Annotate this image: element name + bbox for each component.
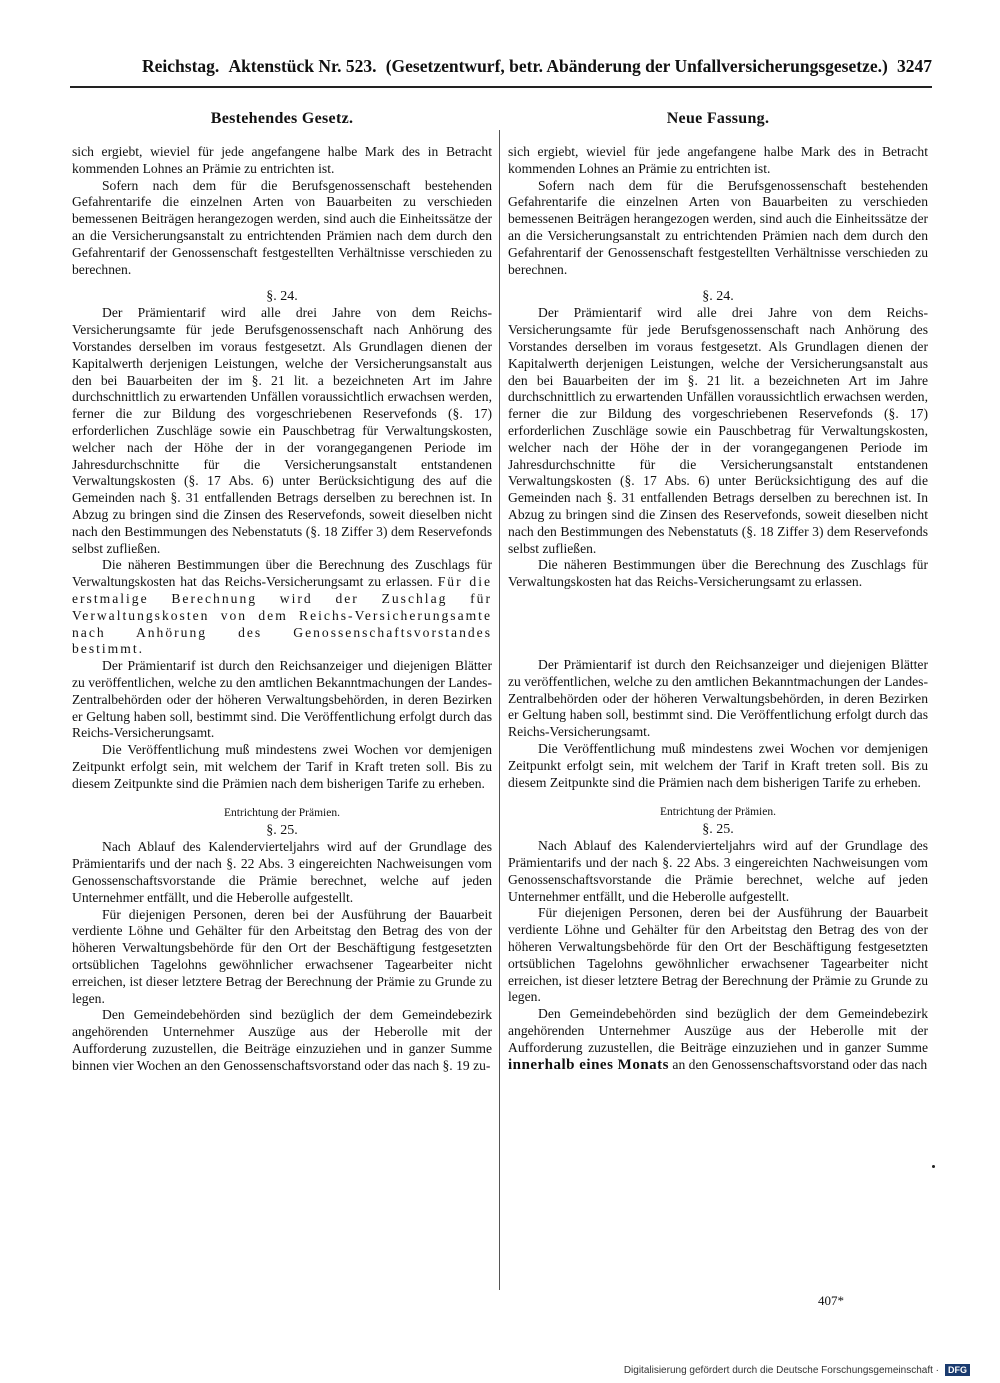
left-paragraph: Der Prämientarif ist durch den Reichsanzeiger und diejenigen Blätter zu veröffentlichen, welche zu den amtlichen Bekanntmachungen der Landes-Zentralbehörden oder der höheren Verwaltungsbehörden, in deren Bezirken er Geltung haben soll, bestimmt sind. Die Veröffentlichung erfolgt durch das Reichs-Versicherungsamt. [72, 658, 492, 741]
right-section-25: §. 25. [702, 822, 734, 838]
right-section-24: §. 24. [702, 289, 734, 305]
header-rule [70, 86, 932, 88]
left-subheading: Entrichtung der Prämien. [224, 807, 340, 820]
left-paragraph: Der Prämientarif wird alle drei Jahre von dem Reichs-Versicherungsamte für jede Berufsgenossenschaft nach Anhörung des Vorstandes derselben im voraus festgesetzt. Als Grundlagen dienen der Kapitalwerth derjenigen Leistungen, welche der Versicherungsanstalt aus den bei Bauarbeiten der im §. 21 lit. a bezeichneten Art im Jahre durchschnittlich zu erwartenden Unfällen voraussichtlich erwachsen werden, ferner die zur Bildung des vorgeschriebenen Reservefonds (§. 17) erforderlichen Zuschläge sowie ein Pauschbetrag für Verwaltungskosten, welcher nach der Höhe der in der vorangegangenen Periode im Jahresdurchschnitte für die Versicherungsanstalt entstandenen Verwaltungskosten (§. 17 Abs. 6) unter Berücksichtigung des auf die Gemeinden nach §. 31 entfallenden Betrags derselben zu berechnen ist. In Abzug zu bringen sind die Zinsen des Reservefonds, soweit dieselben nicht nach den Bestimmungen des Nebenstatuts (§. 18 Ziffer 3) dem Reservefonds selbst zufließen. [72, 305, 492, 556]
left-paragraph [72, 557, 492, 658]
left-section-24: §. 24. [266, 289, 298, 305]
left-paragraph: Für diejenigen Personen, deren bei der Ausführung der Bauarbeit verdiente Löhne und Gehälter für den Arbeitstag den Betrag des von der höheren Verwaltungsbehörde für den Ort der Beschäftigung festgesetzten ortsüblichen Tagelohns gewöhnlicher erwachsener Tagearbeiter nicht erreichen, ist dieser letztere Betrag der Berechnung der Prämie zu Grunde zu legen. [72, 906, 492, 1006]
header-subject: (Gesetzentwurf, betr. Abänderung der Unfallversicherungsgesetze.) [385, 56, 888, 76]
right-paragraph: Der Prämientarif ist durch den Reichsanzeiger und diejenigen Blätter zu veröffentlichen, welche zu den amtlichen Bekanntmachungen der Landes-Zentralbehörden oder der höheren Verwaltungsbehörden, in deren Bezirken er Geltung haben soll, bestimmt sind. Die Veröffentlichung erfolgt durch das Reichs-Versicherungsamt. [508, 656, 928, 740]
header-aktenstueck: Aktenstück Nr. 523. [228, 56, 377, 76]
right-paragraph-text: an den Genossenschaftsvorstand oder das nach [672, 1056, 928, 1072]
sheet-number: 407* [818, 1293, 844, 1308]
right-paragraph: sich ergiebt, wieviel für jede angefangene halbe Mark des in Betracht kommenden Lohnes an Prämie zu entrichten ist. [508, 144, 928, 176]
header-reichstag: Reichstag. [142, 56, 220, 76]
left-paragraph: Die Veröffentlichung muß mindestens zwei Wochen vor demjenigen Zeitpunkt erfolgt sein, mit welchem der Tarif in Kraft treten soll. Bis zu diesem Zeitpunkte sind die Prämien nach dem bisherigen Tarife zu erheben. [72, 742, 492, 791]
right-paragraph [508, 1006, 928, 1073]
left-paragraph: Nach Ablauf des Kalendervierteljahrs wird auf der Grundlage des Prämientarifs und der nach §. 22 Abs. 3 eingereichten Nachweisungen vom Genossenschaftsvorstande die Prämie berechnet, welche auf jeden Unternehmer entfällt, und die Heberolle aufgestellt. [72, 839, 492, 905]
right-paragraph: Sofern nach dem für die Berufsgenossenschaft bestehenden Gefahrentarife die einzelnen Arten von Bauarbeiten zu verschieden bemessenen Beiträgen herangezogen werden, sind auch die Einheitssätze der an die Versicherungsanstalt zu entrichtenden Prämien nach dem durch den Gefahrentarif der Genossenschaft festgestellten Verhältnisse verschieden zu berechnen. [508, 177, 928, 277]
right-paragraph: Nach Ablauf des Kalendervierteljahrs wird auf der Grundlage des Prämientarifs und der nach §. 22 Abs. 3 eingereichten Nachweisungen vom Genossenschaftsvorstande die Prämie berechnet, welche auf jeden Unternehmer entfällt, und die Heberolle aufgestellt. [508, 838, 928, 904]
left-paragraph: Den Gemeindebehörden sind bezüglich der dem Gemeindebezirk angehörenden Unternehmer Auszüge aus der Heberolle mit der Aufforderung zuzustellen, die Beiträge einzuziehen und in ganzer Summe binnen vier Wochen an den Genossenschaftsvorstand oder das nach §. 19 zu- [72, 1007, 492, 1073]
left-paragraph: Sofern nach dem für die Berufsgenossenschaft bestehenden Gefahrentarife die einzelnen Arten von Bauarbeiten zu verschieden bemessenen Beiträgen herangezogen werden, sind auch die Einheitssätze der an die Versicherungsanstalt zu entrichtenden Prämien nach dem durch den Gefahrentarif der Genossenschaft festgestellten Verhältnisse verschieden zu berechnen. [72, 177, 492, 277]
left-column [72, 108, 492, 1075]
right-paragraph: Für diejenigen Personen, deren bei der Ausführung der Bauarbeit verdiente Löhne und Gehälter für den Arbeitstag den Betrag des von der höheren Verwaltungsbehörde für den Ort der Beschäftigung festgesetzten ortsüblichen Tagelohns gewöhnlicher erwachsener Tagearbeiter nicht erreichen, ist dieser letztere Betrag der Berechnung der Prämie zu Grunde zu legen. [508, 905, 928, 1005]
margin-mark [932, 1165, 935, 1168]
dfg-logo-icon: DFG [945, 1364, 970, 1376]
right-paragraph: Der Prämientarif wird alle drei Jahre von dem Reichs-Versicherungsamte für jede Berufsgenossenschaft nach Anhörung des Vorstandes derselben im voraus festgesetzt. Als Grundlagen dienen der Kapitalwerth derjenigen Leistungen, welche der Versicherungsanstalt aus den bei Bauarbeiten der im §. 21 lit. a bezeichneten Art im Jahre durchschnittlich zu erwartenden Unfällen voraussichtlich erwachsen werden, ferner die zur Bildung des vorgeschriebenen Reservefonds (§. 17) erforderlichen Zuschläge sowie ein Pauschbetrag für Verwaltungskosten, welcher nach der Höhe der in der vorangegangenen Periode im Jahresdurchschnitte für die Versicherungsanstalt entstandenen Verwaltungskosten (§. 17 Abs. 6) unter Berücksichtigung des auf die Gemeinden nach §. 31 entfallenden Betrags derselben zu berechnen ist. In Abzug zu bringen sind die Zinsen des Reservefonds, soweit dieselben nicht nach den Bestimmungen des Nebenstatuts (§. 18 Ziffer 3) dem Reservefonds selbst zufließen. [508, 305, 928, 556]
header-page-number: 3247 [896, 56, 932, 76]
left-paragraph: sich ergiebt, wieviel für jede angefangene halbe Mark des in Betracht kommenden Lohnes an Prämie zu entrichten ist. [72, 144, 492, 176]
right-paragraph: Die Veröffentlichung muß mindestens zwei Wochen vor demjenigen Zeitpunkt erfolgt sein, mit welchem der Tarif in Kraft treten soll. Bis zu diesem Zeitpunkte sind die Prämien nach dem bisherigen Tarife zu erheben. [508, 740, 928, 790]
left-paragraph-text: Die näheren Bestimmungen über die Berechnung des Zuschlags für Verwaltungskosten hat das Reichs-Versicherungsamt zu erlassen. [72, 557, 492, 590]
running-header [142, 56, 932, 82]
left-section-25: §. 25. [266, 823, 298, 839]
left-column-heading: Bestehendes Gesetz. [210, 110, 354, 127]
right-paragraph: Die näheren Bestimmungen über die Berechnung des Zuschlags für Verwaltungskosten hat das Reichs-Versicherungsamt zu erlassen. [508, 557, 928, 590]
footer-text: Digitalisierung gefördert durch die Deutsche Forschungsgemeinschaft · [623, 1364, 939, 1376]
right-subheading: Entrichtung der Prämien. [660, 806, 776, 819]
right-paragraph-text: Den Gemeindebehörden sind bezüglich der dem Gemeindebezirk angehörenden Unternehmer Auszüge aus der Heberolle mit der Aufforderung zuzustellen, die Beiträge einzuziehen und in ganzer Summe [508, 1006, 928, 1055]
right-column-heading: Neue Fassung. [666, 110, 770, 127]
right-emphasis-text: innerhalb eines Monats [508, 1056, 670, 1073]
column-divider [499, 130, 500, 1290]
left-spaced-text: Für die erstmalige Berechnung wird der Zuschlag für Verwaltungskosten von dem Reichs-Versicherungsamte nach Anhörung des Genossenschaftsvorstandes bestimmt. [72, 574, 493, 657]
footer [624, 1363, 970, 1377]
right-column [508, 108, 928, 1073]
right-deletion-gap [508, 591, 928, 657]
